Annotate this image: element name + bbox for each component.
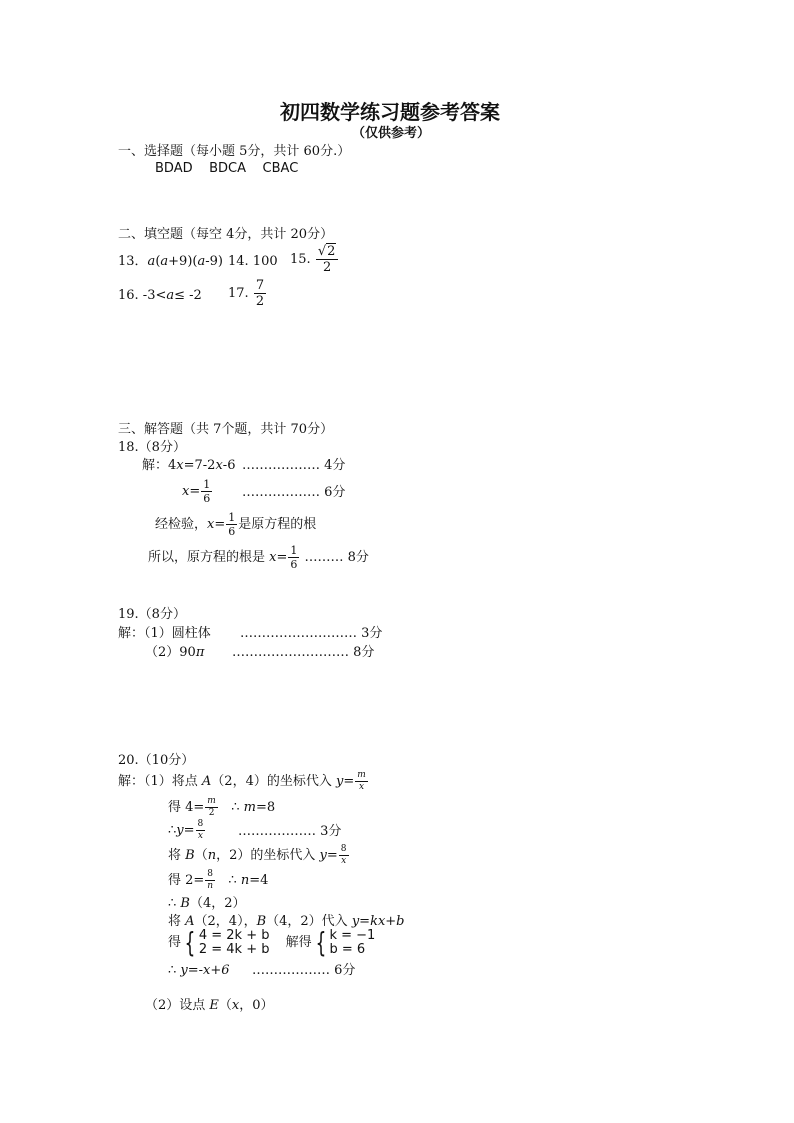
- text: 得 2=: [168, 873, 205, 888]
- equation-system: [168, 928, 269, 958]
- variable-y: y: [319, 848, 327, 863]
- m-over-x-fraction: [355, 771, 368, 792]
- text: （: [194, 848, 208, 863]
- numerator: [355, 771, 368, 782]
- q20-step6: [168, 896, 246, 912]
- numerator: 1: [290, 544, 298, 557]
- denominator: [339, 856, 349, 866]
- denominator: [205, 881, 215, 891]
- q20-step1: [118, 768, 369, 796]
- q15-answer: [290, 244, 339, 276]
- q20-label: 20.（10分）: [118, 753, 195, 768]
- section2-heading: 二、填空题（每空 4分，共计 20分）: [118, 227, 334, 242]
- eight-over-x-fraction: [339, 845, 349, 866]
- text: 是原方程的根: [238, 517, 317, 532]
- q20-step9: [168, 963, 230, 979]
- text: ，0）: [239, 998, 274, 1013]
- text: ≤ -2: [174, 288, 202, 303]
- variable-m: m: [207, 796, 216, 806]
- point-A: A: [185, 914, 195, 929]
- q18-score1: ……………… 4分: [242, 458, 346, 473]
- text: 所以，原方程的根是: [148, 550, 270, 565]
- therefore-icon: ∴: [168, 963, 181, 978]
- therefore-icon: ∴: [168, 896, 181, 911]
- pi-symbol: π: [195, 645, 205, 660]
- one-sixth-fraction: [226, 512, 237, 537]
- numerator: 8: [207, 869, 214, 879]
- text: +9)(: [168, 254, 198, 269]
- q20-step4: [168, 842, 350, 870]
- equation-line: 2 = 4k + b: [198, 942, 270, 957]
- variable-n: n: [240, 873, 250, 888]
- point-B: B: [180, 896, 190, 911]
- q20-score1: ……………… 3分: [238, 824, 342, 839]
- numerator: [205, 797, 218, 808]
- text: =: [183, 823, 195, 838]
- text: =8: [255, 800, 276, 815]
- text: =: [189, 484, 201, 499]
- text: （2，4），: [194, 914, 257, 929]
- text: ∴: [216, 873, 241, 888]
- radicand: 2: [327, 244, 336, 259]
- text: =: [343, 774, 355, 789]
- text: =7-2: [183, 458, 216, 473]
- equation-line: k = −1: [329, 928, 376, 943]
- text: -9): [205, 254, 223, 269]
- q13-answer: [118, 254, 223, 270]
- denominator: 6: [228, 525, 236, 538]
- point-E: E: [209, 998, 219, 1013]
- text: ，2）的坐标代入: [216, 848, 320, 863]
- point-B: B: [185, 848, 195, 863]
- point-B: B: [256, 914, 267, 929]
- seven-halves-fraction: [254, 279, 266, 308]
- equation-line: b = 6: [329, 942, 366, 957]
- variable-n: n: [207, 881, 214, 891]
- denominator: 2: [322, 260, 332, 275]
- variable-x: x: [269, 550, 277, 565]
- text: 经检验，: [155, 517, 208, 532]
- one-sixth-fraction: [288, 545, 299, 570]
- q19-score2: ……………………… 8分: [232, 645, 375, 660]
- q18-step4: [148, 541, 369, 575]
- q19-step2: [145, 645, 204, 661]
- q19-score1: ……………………… 3分: [240, 626, 383, 641]
- q18-step2: [182, 475, 213, 509]
- numerator: 8: [340, 844, 347, 854]
- q17-number: 17.: [228, 286, 249, 301]
- q19-step1: 解：（1）圆柱体: [118, 626, 211, 641]
- q16-answer: [118, 288, 202, 304]
- q13-number: 13．: [118, 254, 148, 269]
- text: 解：4: [142, 458, 177, 473]
- text: 得 4=: [168, 800, 205, 815]
- variable-x: x: [207, 517, 215, 532]
- page-title: 初四数学练习题参考答案: [280, 100, 500, 124]
- text: （4，2）: [189, 896, 246, 911]
- section1-answers: BDAD BDCA CBAC: [155, 161, 299, 176]
- variable-m: m: [357, 770, 366, 780]
- variable-y: y: [176, 823, 184, 838]
- q20-step8: [168, 928, 375, 959]
- text: 解得: [285, 935, 312, 950]
- q15-number: 15.: [290, 252, 311, 267]
- sqrt-icon: √2: [317, 244, 336, 259]
- eight-over-n-fraction: [205, 870, 215, 891]
- variable-x: x: [182, 484, 190, 499]
- variable-m: m: [243, 800, 256, 815]
- denominator: 2: [255, 294, 265, 309]
- denominator: [355, 782, 368, 792]
- eight-over-x-fraction: [196, 820, 206, 841]
- m-over-2-fraction: [205, 797, 218, 818]
- q20-part2: [145, 998, 274, 1014]
- q20-step5: [168, 867, 268, 895]
- section1-heading: 一、选择题（每小题 5分，共计 60分.）: [118, 144, 351, 159]
- q14-answer: 14. 100: [228, 254, 278, 269]
- variable-x: x: [176, 458, 184, 473]
- q19-label: 19.（8分）: [118, 607, 186, 622]
- variable-x: x: [231, 998, 240, 1013]
- point-A: A: [201, 774, 212, 789]
- numerator: 8: [197, 819, 204, 829]
- text: ∴: [218, 800, 244, 815]
- sqrt2-over-2-fraction: [316, 245, 339, 274]
- solution-system: [286, 928, 376, 958]
- text: （2，4）的坐标代入: [211, 774, 336, 789]
- system-lines: [329, 929, 375, 957]
- denominator: 6: [203, 492, 211, 505]
- q17-answer: [228, 278, 267, 310]
- variable-x: x: [197, 831, 203, 841]
- denominator: 2: [208, 808, 215, 818]
- text: （2）设点: [145, 998, 210, 1013]
- text: （4，2）代入: [266, 914, 352, 929]
- section3-heading: 三、解答题（共 7个题，共计 70分）: [118, 422, 334, 437]
- linear-equation: y=kx+b: [351, 914, 405, 929]
- variable-a: a: [160, 254, 169, 269]
- q20-score2: ……………… 6分: [252, 963, 356, 978]
- numerator: 1: [203, 478, 211, 491]
- text: （2）90: [145, 645, 196, 660]
- variable-a: a: [147, 254, 156, 269]
- one-sixth-fraction: [201, 479, 212, 504]
- q18-label: 18.（8分）: [118, 440, 186, 455]
- variable-x: x: [358, 782, 365, 792]
- text: (: [155, 254, 161, 269]
- denominator: 6: [290, 558, 298, 571]
- left-brace-icon: {: [315, 926, 326, 959]
- variable-x: x: [215, 458, 223, 473]
- variable-y: y: [335, 774, 344, 789]
- text: （: [218, 998, 232, 1013]
- denominator: [196, 831, 206, 841]
- text: 解：（1）将点: [118, 774, 202, 789]
- q18-step3: [155, 508, 316, 542]
- variable-a: a: [166, 288, 175, 303]
- linear-equation: y=-x+6: [180, 963, 230, 978]
- text: -6: [222, 458, 236, 473]
- text: =: [214, 517, 226, 532]
- variable-x: x: [341, 856, 347, 866]
- system-lines: [199, 929, 270, 957]
- left-brace-icon: {: [184, 926, 196, 959]
- numerator: 1: [228, 511, 236, 524]
- variable-n: n: [207, 848, 217, 863]
- q18-step1: [142, 458, 235, 474]
- equation-line: 4 = 2k + b: [198, 928, 270, 943]
- text: 16. -3<: [118, 288, 167, 303]
- text: =: [326, 848, 338, 863]
- numerator: 7: [255, 278, 265, 293]
- text: 将: [168, 848, 186, 863]
- q18-score2: ……………… 6分: [242, 485, 346, 500]
- therefore-icon: ∴: [168, 823, 177, 838]
- q18-score3: ……… 8分: [304, 550, 369, 565]
- variable-a: a: [197, 254, 206, 269]
- q20-step3: [168, 817, 206, 845]
- text: 得: [168, 935, 182, 950]
- page-subtitle: （仅供参考）: [352, 126, 431, 141]
- text: 将: [168, 914, 186, 929]
- text: =: [276, 550, 288, 565]
- text: =4: [249, 873, 269, 888]
